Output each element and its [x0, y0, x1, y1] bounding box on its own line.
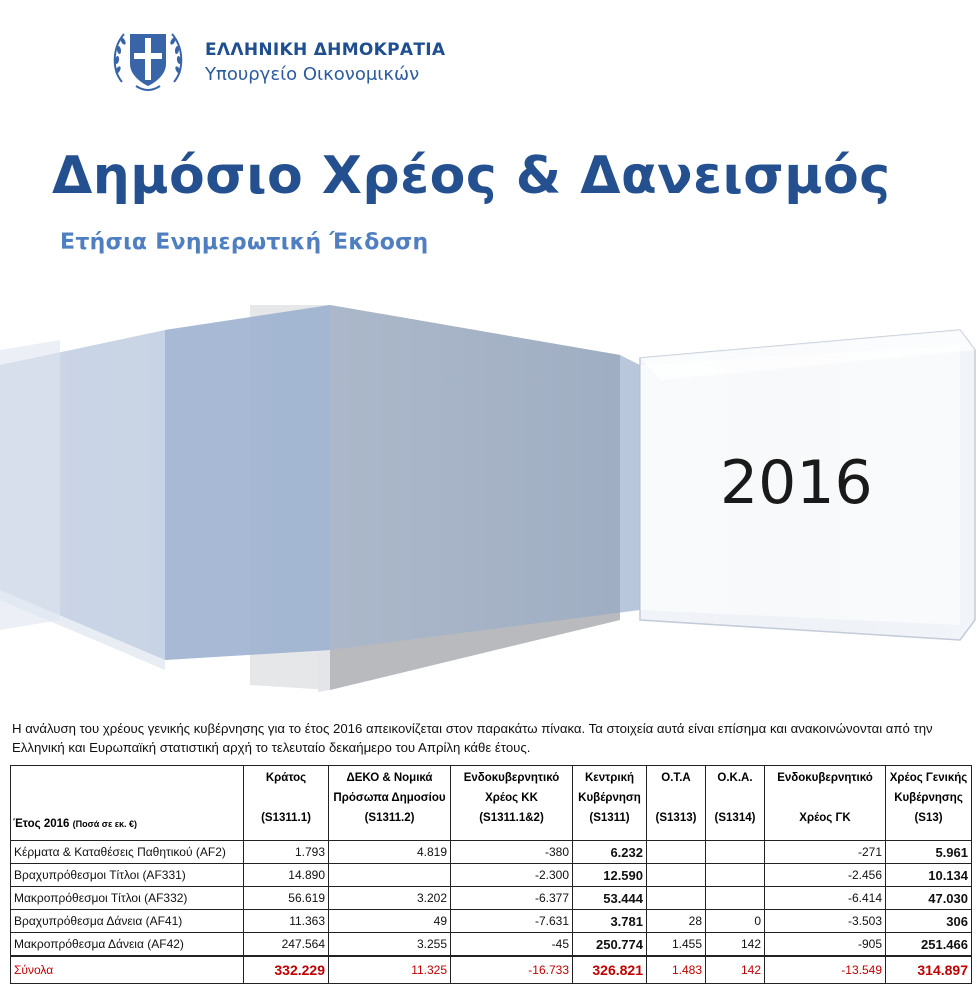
column-title: Κεντρική Κυβέρνηση [578, 772, 641, 804]
cell: -6.414 [765, 887, 886, 910]
cell: 250.774 [573, 933, 647, 957]
cell: 1.455 [647, 933, 706, 957]
corner-note: (Ποσά σε εκ. €) [72, 819, 138, 829]
total-cell: -16.733 [451, 956, 573, 984]
cell: 3.255 [329, 933, 451, 957]
cell: 12.590 [573, 864, 647, 887]
corner-label: Έτος 2016 [13, 818, 70, 830]
cell: 49 [329, 910, 451, 933]
total-cell: 11.325 [329, 956, 451, 984]
total-cell: 1.483 [647, 956, 706, 984]
column-code: (S1314) [714, 812, 756, 824]
row-label: Μακροπρόθεσμοι Τίτλοι (AF332) [11, 887, 244, 910]
greek-emblem-icon [108, 20, 188, 100]
publication-year: 2016 [720, 448, 873, 518]
cell: 53.444 [573, 887, 647, 910]
ministry-name: Υπουργείο Οικονομικών [205, 64, 420, 85]
table-row [11, 864, 972, 887]
column-header [244, 766, 329, 841]
row-label: Μακροπρόθεσμα Δάνεια (AF42) [11, 933, 244, 957]
column-header [573, 766, 647, 841]
column-title: ΔΕΚΟ & Νομικά Πρόσωπα Δημοσίου [333, 772, 446, 804]
column-header [329, 766, 451, 841]
cell: 3.781 [573, 910, 647, 933]
cell: 28 [647, 910, 706, 933]
column-code: (S1311.1&2) [479, 812, 544, 824]
republic-name: ΕΛΛΗΝΙΚΗ ΔΗΜΟΚΡΑΤΙΑ [205, 40, 446, 60]
intro-paragraph: Η ανάλυση του χρέους γενικής κυβέρνησης για το έτος 2016 απεικονίζεται στον παρακάτω πίνακα. Τα στοιχεία αυτά είναι επίσημα και ανακοινώνονται από την Ελληνική και Ευρωπαϊκή στατιστική αρχή το τελευταίο δεκαήμερο του Απρίλη κάθε έτους. [12, 721, 933, 756]
column-header [706, 766, 765, 841]
column-code: Χρέος ΓΚ [799, 812, 851, 824]
column-code: (S1311.2) [364, 812, 415, 824]
cell: 306 [886, 910, 972, 933]
cell [706, 864, 765, 887]
cell: 10.134 [886, 864, 972, 887]
total-cell: 314.897 [886, 956, 972, 984]
cell: -7.631 [451, 910, 573, 933]
total-cell: 142 [706, 956, 765, 984]
total-label: Σύνολα [11, 956, 244, 984]
column-title: Ενδοκυβερνητικό [777, 772, 873, 784]
column-title: Κράτος [265, 772, 307, 784]
cell: -271 [765, 841, 886, 864]
column-title: Ενδοκυβερνητικό Χρέος ΚΚ [463, 772, 560, 804]
cell [329, 864, 451, 887]
cell: -2.300 [451, 864, 573, 887]
cell: -380 [451, 841, 573, 864]
column-title: Ο.Κ.Α. [717, 772, 753, 784]
cell: -3.503 [765, 910, 886, 933]
cell: 142 [706, 933, 765, 957]
column-title: Ο.Τ.Α [661, 772, 691, 784]
cell: 0 [706, 910, 765, 933]
column-code: (S1313) [655, 812, 697, 824]
table-total-row [11, 956, 972, 984]
cell: 1.793 [244, 841, 329, 864]
cell: 5.961 [886, 841, 972, 864]
column-code: (S1311) [589, 812, 630, 824]
cell: 3.202 [329, 887, 451, 910]
cell: 56.619 [244, 887, 329, 910]
total-cell: 326.821 [573, 956, 647, 984]
column-header [765, 766, 886, 841]
column-header [451, 766, 573, 841]
cell: 11.363 [244, 910, 329, 933]
table-row [11, 910, 972, 933]
cell: 4.819 [329, 841, 451, 864]
cell: -905 [765, 933, 886, 957]
table-corner-header [11, 766, 244, 841]
cell [647, 841, 706, 864]
row-label: Βραχυπρόθεσμοι Τίτλοι (AF331) [11, 864, 244, 887]
table-row [11, 887, 972, 910]
cell: 247.564 [244, 933, 329, 957]
column-header [647, 766, 706, 841]
cell: -6.377 [451, 887, 573, 910]
document-subtitle: Ετήσια Ενημερωτική Έκδοση [60, 230, 429, 255]
column-code: (S13) [914, 812, 943, 824]
row-label: Κέρματα & Καταθέσεις Παθητικού (AF2) [11, 841, 244, 864]
cell: 6.232 [573, 841, 647, 864]
cell: 47.030 [886, 887, 972, 910]
column-title: Χρέος Γενικής Κυβέρνησης [889, 772, 968, 804]
cell [706, 841, 765, 864]
cell [647, 887, 706, 910]
column-code: (S1311.1) [261, 812, 311, 824]
cell: -2.456 [765, 864, 886, 887]
cell: 14.890 [244, 864, 329, 887]
cell: -45 [451, 933, 573, 957]
cell [647, 864, 706, 887]
debt-table [10, 765, 972, 984]
row-label: Βραχυπρόθεσμα Δάνεια (AF41) [11, 910, 244, 933]
column-header [886, 766, 972, 841]
total-cell: -13.549 [765, 956, 886, 984]
table-row [11, 933, 972, 957]
document-title: Δημόσιο Χρέος & Δανεισμός [52, 146, 891, 206]
cell [706, 887, 765, 910]
table-row [11, 841, 972, 864]
total-cell: 332.229 [244, 956, 329, 984]
cell: 251.466 [886, 933, 972, 957]
